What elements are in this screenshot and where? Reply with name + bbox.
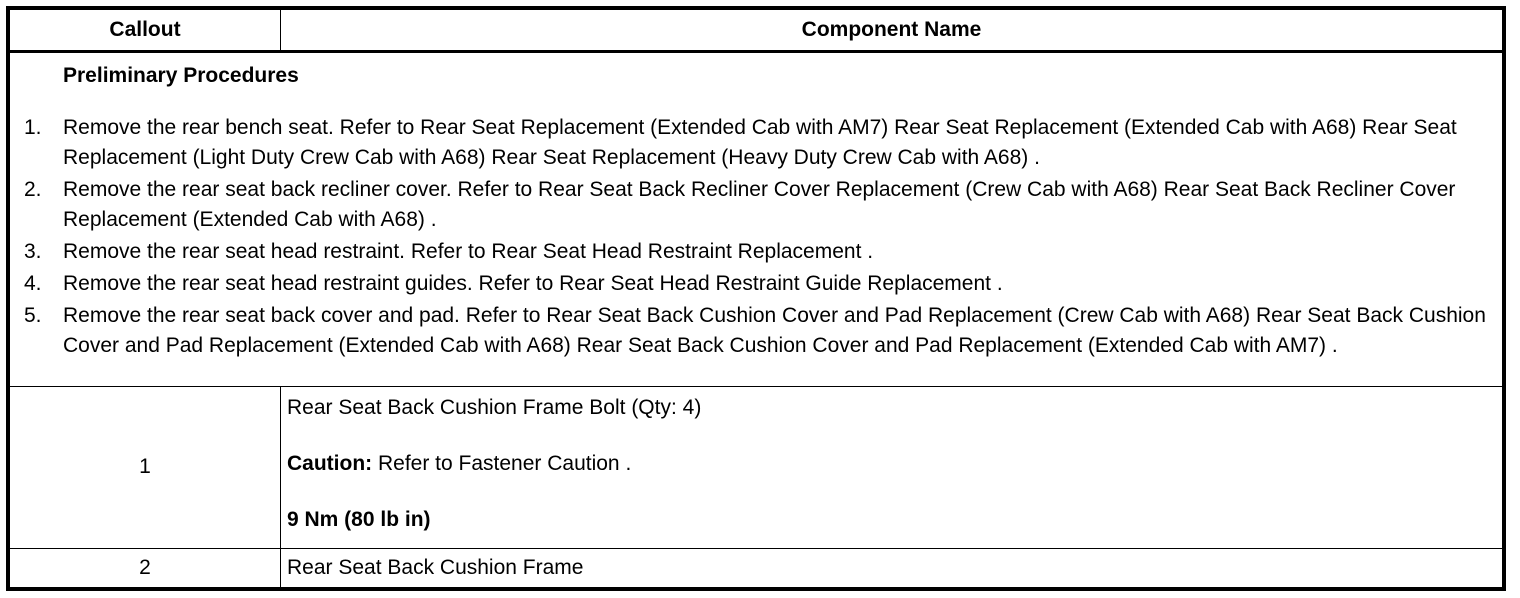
- step-number: 4.: [24, 272, 42, 295]
- step-text: Remove the rear seat back cover and pad. Refer to Rear Seat Back Cushion Cover and Pad Replacement (Crew Cab with A68) Rear Seat Back Cushion Cover and Pad Replacement (Extended Cab with A68) Rear Seat Back Cushion Cover and Pad Replacement (Extended Cab with AM7) .: [63, 304, 1486, 357]
- step-item: [22, 237, 1490, 267]
- step-text: Remove the rear seat head restraint guides. Refer to Rear Seat Head Restraint Guide Replacement .: [63, 272, 1003, 295]
- preliminary-title: Preliminary Procedures: [63, 64, 299, 87]
- preliminary-steps: [22, 113, 1490, 361]
- component-row-1: [10, 386, 1503, 548]
- step-text: Remove the rear bench seat. Refer to Rear Seat Replacement (Extended Cab with AM7) Rear Seat Replacement (Extended Cab with A68) Rear Seat Replacement (Light Duty Crew Cab with A68) Rear Seat Replacement (Heavy Duty Crew Cab with A68) .: [63, 116, 1457, 169]
- callout-cell: 2: [10, 549, 281, 588]
- step-item: [22, 269, 1490, 299]
- procedure-table-frame: [6, 6, 1506, 591]
- step-number: 2.: [24, 178, 42, 201]
- caution-text: Refer to Fastener Caution .: [372, 451, 632, 475]
- procedure-table: [9, 9, 1503, 588]
- step-item: [22, 113, 1490, 173]
- step-number: 3.: [24, 240, 42, 263]
- caution-note: [287, 451, 1494, 477]
- component-cell: [281, 386, 1503, 548]
- step-text: Remove the rear seat head restraint. Refer to Rear Seat Head Restraint Replacement .: [63, 240, 874, 263]
- header-row: [10, 10, 1503, 52]
- component-name-header: Component Name: [281, 10, 1503, 52]
- step-item: [22, 175, 1490, 235]
- component-name: Rear Seat Back Cushion Frame Bolt (Qty: 4): [287, 395, 702, 419]
- caution-label: Caution:: [287, 451, 373, 475]
- callout-header: Callout: [10, 10, 281, 52]
- torque-spec: 9 Nm (80 lb in): [287, 507, 431, 531]
- component-name: Rear Seat Back Cushion Frame: [281, 549, 1503, 588]
- callout-cell: 1: [10, 386, 281, 548]
- component-row-2: [10, 549, 1503, 588]
- preliminary-row: [10, 52, 1503, 387]
- step-item: [22, 301, 1490, 361]
- preliminary-cell: [10, 52, 1503, 387]
- step-text: Remove the rear seat back recliner cover. Refer to Rear Seat Back Recliner Cover Replacement (Crew Cab with A68) Rear Seat Back Recliner Cover Replacement (Extended Cab with A68) .: [63, 178, 1456, 231]
- step-number: 5.: [24, 304, 42, 327]
- step-number: 1.: [24, 116, 42, 139]
